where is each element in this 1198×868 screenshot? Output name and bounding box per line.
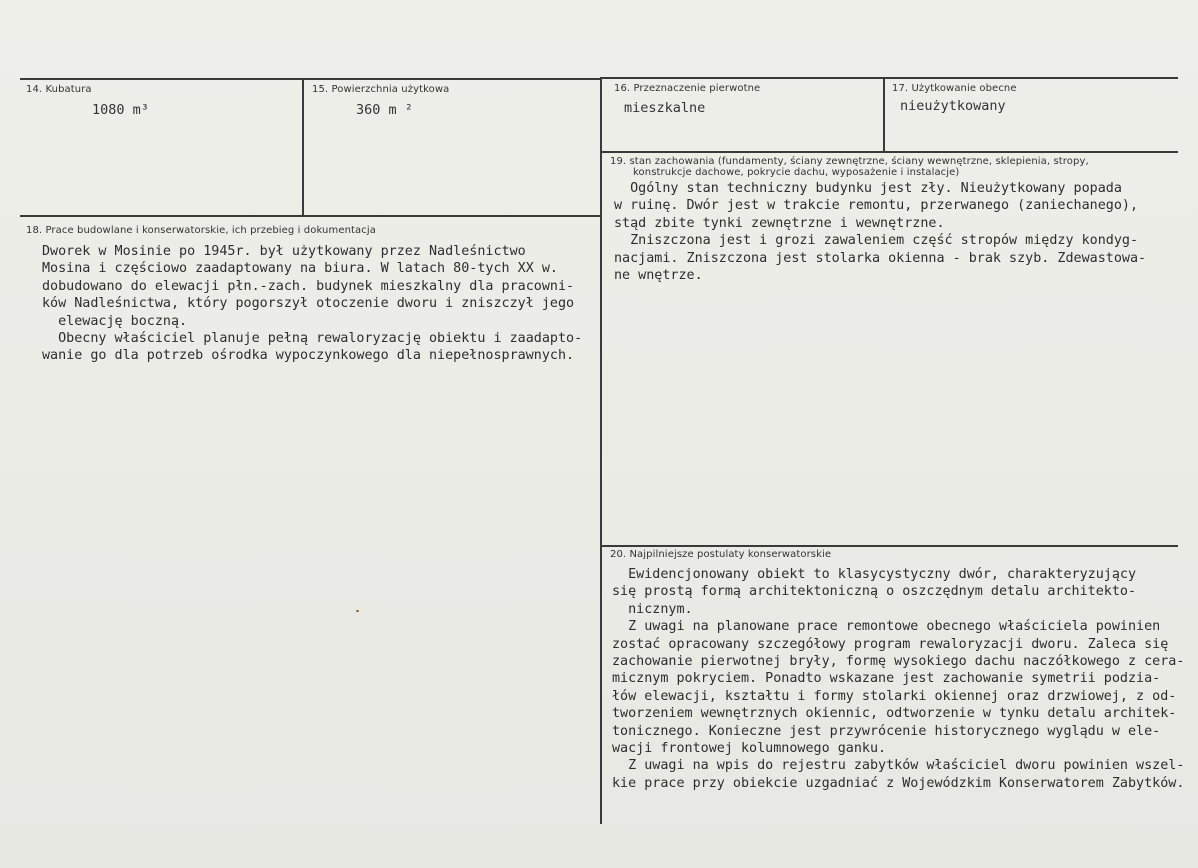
- postulaty-label: 20. Najpilniejsze postulaty konserwatorskie: [610, 549, 832, 560]
- stan-line: stąd zbite tynki zewnętrzne i wewnętrzne.: [614, 215, 945, 231]
- center-divider: [600, 79, 602, 824]
- divider-16-17: [883, 79, 885, 151]
- postulaty-line: tonicznego. Konieczne jest przywrócenie historycznego wyglądu w ele-: [612, 723, 1161, 739]
- postulaty-text: [612, 566, 1185, 792]
- stan-line: nacjami. Zniszczona jest stolarka okienna - brak szyb. Zdewastowa-: [614, 250, 1147, 266]
- postulaty-line: łów elewacji, kształtu i formy stolarki okiennej oraz drzwiowej, z od-: [612, 688, 1177, 704]
- prace-line: Dworek w Mosinie po 1945r. był użytkowany przez Nadleśnictwo: [42, 244, 526, 259]
- stan-line: Ogólny stan techniczny budynku jest zły. Nieużytkowany popada: [614, 181, 1122, 196]
- przeznaczenie-value: mieszkalne: [624, 100, 706, 116]
- prace-text: [42, 243, 597, 365]
- prace-label: 18. Prace budowlane i konserwatorskie, ich przebieg i dokumentacja: [26, 225, 376, 236]
- stan-line: Zniszczona jest i grozi zawaleniem część stropów między kondyg-: [614, 233, 1139, 249]
- postulaty-line: Z uwagi na planowane prace remontowe obecnego właściciela powinien: [612, 619, 1161, 635]
- postulaty-line: Z uwagi na wpis do rejestru zabytków właściciel dworu powinien wszel-: [612, 758, 1185, 774]
- prace-line: elewację boczną.: [42, 313, 188, 329]
- powierzchnia-label: 15. Powierzchnia użytkowa: [312, 84, 450, 95]
- kubatura-label: 14. Kubatura: [26, 84, 92, 95]
- stan-zachowania-label-line1: 19. stan zachowania (fundamenty, ściany zewnętrzne, ściany wewnętrzne, sklepienia, stropy,: [610, 156, 1089, 167]
- rule-above-19: [602, 151, 1178, 153]
- postulaty-line: wacji frontowej kolumnowego ganku.: [612, 741, 887, 757]
- rule-above-20: [602, 545, 1178, 547]
- postulaty-line: się prostą formą architektoniczną o oszczędnym detalu architekto-: [612, 584, 1137, 600]
- rule-above-18: [20, 215, 600, 217]
- kubatura-value: 1080 m³: [92, 102, 149, 118]
- uzytkowanie-label: 17. Użytkowanie obecne: [892, 83, 1017, 94]
- powierzchnia-value: 360 m ²: [356, 102, 413, 118]
- stan-line: w ruinę. Dwór jest w trakcie remontu, przerwanego (zaniechanego),: [614, 198, 1139, 214]
- top-rule-left: [20, 78, 600, 80]
- stan-zachowania-label-line2: konstrukcje dachowe, pokrycie dachu, wyposażenie i instalacje): [633, 167, 960, 178]
- postulaty-line: kie prace przy obiekcie uzgadniać z Wojewódzkim Konserwatorem Zabytków.: [612, 775, 1185, 791]
- stan-zachowania-text: [614, 180, 1174, 284]
- stan-line: ne wnętrze.: [614, 268, 703, 284]
- postulaty-line: Ewidencjonowany obiekt to klasycystyczny dwór, charakteryzujący: [612, 567, 1137, 582]
- prace-line: wanie go dla potrzeb ośrodka wypoczynkowego dla niepełnosprawnych.: [42, 348, 575, 364]
- paper-speck: [356, 610, 359, 612]
- prace-line: Mosina i częściowo zaadaptowany na biura. W latach 80-tych XX w.: [42, 261, 558, 277]
- postulaty-line: micznym pokryciem. Ponadto wskazane jest zachowanie symetrii podzia-: [612, 671, 1161, 687]
- postulaty-line: zachowanie pierwotnej bryły, formę wysokiego dachu naczółkowego z cera-: [612, 654, 1185, 670]
- uzytkowanie-value: nieużytkowany: [900, 98, 1006, 114]
- prace-line: dobudowano do elewacji płn.-zach. budynek mieszkalny dla pracowni-: [42, 278, 575, 294]
- prace-line: Obecny właściciel planuje pełną rewaloryzację obiektu i zaadapto-: [42, 331, 583, 347]
- przeznaczenie-label: 16. Przeznaczenie pierwotne: [614, 83, 761, 94]
- divider-14-15: [302, 79, 304, 215]
- postulaty-line: zostać opracowany szczegółowy program rewaloryzacji dworu. Zaleca się: [612, 636, 1169, 652]
- postulaty-line: nicznym.: [612, 601, 693, 617]
- top-rule-right: [600, 77, 1178, 79]
- postulaty-line: tworzeniem wewnętrznych okiennic, odtworzenie w tynku detalu architek-: [612, 706, 1177, 722]
- prace-line: ków Nadleśnictwa, który pogorszył otoczenie dworu i zniszczył jego: [42, 296, 575, 312]
